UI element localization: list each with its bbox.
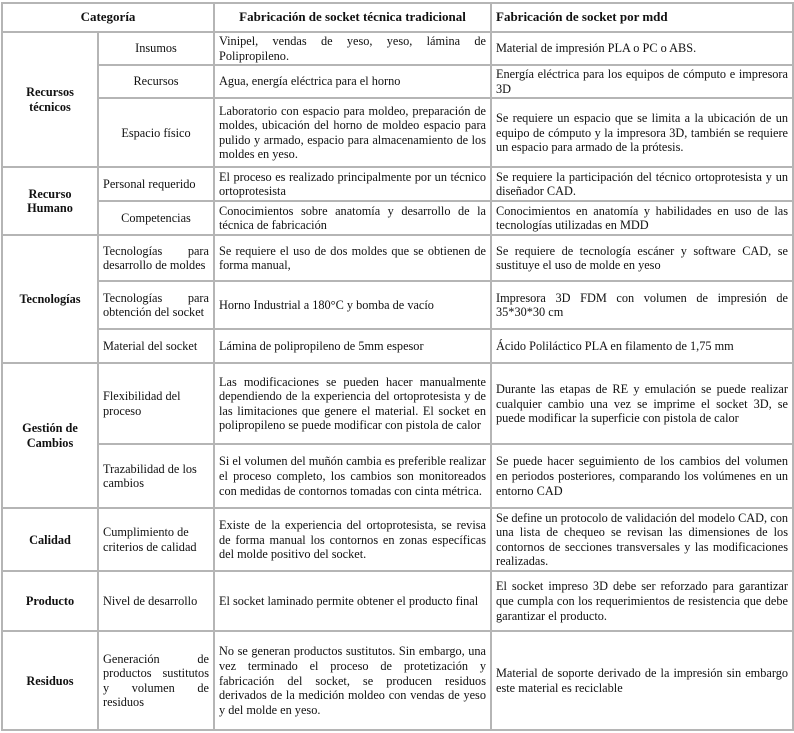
subcategory-cell: Tecnologías para obtención del socket (98, 281, 214, 329)
mdd-cell: Energía eléctrica para los equipos de cómputo e impresora 3D (491, 65, 793, 98)
traditional-cell: Se requiere el uso de dos moldes que se obtienen de forma manual, (214, 235, 491, 281)
subcategory-cell: Espacio físico (98, 98, 214, 167)
subcategory-cell: Insumos (98, 32, 214, 65)
category-group: Recursos técnicos (2, 32, 98, 167)
traditional-cell: Laboratorio con espacio para moldeo, preparación de moldes, ubicación del horno de moldeo espacio para pulido y armado, espacio para almacenamiento de los moldes en yeso. (214, 98, 491, 167)
mdd-cell: Se define un protocolo de validación del modelo CAD, con una lista de chequeo se revisan las dimensiones de los contornos de secciones transversales y las modificaciones realizadas. (491, 508, 793, 571)
header-row (2, 3, 793, 32)
traditional-cell: Las modificaciones se pueden hacer manualmente dependiendo de la experiencia del ortoprotesista y de las limitaciones que genere el material. El socket en polipropileno se puede modificar con pistola de calor (214, 363, 491, 444)
mdd-cell: Material de impresión PLA o PC o ABS. (491, 32, 793, 65)
traditional-cell: El socket laminado permite obtener el producto final (214, 571, 491, 631)
table-row (2, 444, 793, 508)
traditional-cell: El proceso es realizado principalmente por un técnico ortoprotesista (214, 167, 491, 201)
category-group: Producto (2, 571, 98, 631)
traditional-cell: Conocimientos sobre anatomía y desarrollo de la técnica de fabricación (214, 201, 491, 235)
table-row (2, 281, 793, 329)
header-category: Categoría (2, 3, 214, 32)
mdd-cell: Impresora 3D FDM con volumen de impresión de 35*30*30 cm (491, 281, 793, 329)
category-group: Recurso Humano (2, 167, 98, 235)
mdd-cell: Se puede hacer seguimiento de los cambios del volumen en periodos posteriores, comparando los volúmenes en un entorno CAD (491, 444, 793, 508)
subcategory-cell: Trazabilidad de los cambios (98, 444, 214, 508)
mdd-cell: Conocimientos en anatomía y habilidades en uso de las tecnologías utilizadas en MDD (491, 201, 793, 235)
traditional-cell: Si el volumen del muñón cambia es preferible realizar el proceso completo, los cambios son monitoreados con medidas de contornos tomadas con cinta métrica. (214, 444, 491, 508)
subcategory-cell: Nivel de desarrollo (98, 571, 214, 631)
table-row (2, 508, 793, 571)
mdd-cell: Material de soporte derivado de la impresión sin embargo este material es reciclable (491, 631, 793, 730)
mdd-cell: Durante las etapas de RE y emulación se puede realizar cualquier cambio una vez se imprime el socket 3D, se puede modificar la superficie con pistola de calor (491, 363, 793, 444)
table-row (2, 98, 793, 167)
subcategory-cell: Tecnologías para desarrollo de moldes (98, 235, 214, 281)
header-mdd: Fabricación de socket por mdd (491, 3, 793, 32)
subcategory-cell: Flexibilidad del proceso (98, 363, 214, 444)
traditional-cell: No se generan productos sustitutos. Sin embargo, una vez terminado el proceso de protetización y fabricación del socket, se producen residuos derivados de la medición moldeo con vendas de yeso y del molde en yeso. (214, 631, 491, 730)
mdd-cell: Se requiere un espacio que se limita a la ubicación de un equipo de cómputo y la impresora 3D, también se requiere un espacio para armado de la prótesis. (491, 98, 793, 167)
table-row (2, 235, 793, 281)
subcategory-cell: Recursos (98, 65, 214, 98)
mdd-cell: Ácido Poliláctico PLA en filamento de 1,75 mm (491, 329, 793, 363)
table-row (2, 32, 793, 65)
table-row (2, 167, 793, 201)
table-row (2, 65, 793, 98)
traditional-cell: Agua, energía eléctrica para el horno (214, 65, 491, 98)
category-group: Gestión de Cambios (2, 363, 98, 508)
subcategory-cell: Competencias (98, 201, 214, 235)
table-row (2, 363, 793, 444)
subcategory-cell: Personal requerido (98, 167, 214, 201)
comparison-table (1, 2, 794, 731)
traditional-cell: Horno Industrial a 180°C y bomba de vacío (214, 281, 491, 329)
subcategory-cell: Material del socket (98, 329, 214, 363)
mdd-cell: El socket impreso 3D debe ser reforzado para garantizar que cumpla con los requerimientos de resistencia que debe garantizar el producto. (491, 571, 793, 631)
table-row (2, 329, 793, 363)
subcategory-cell: Generación de productos sustitutos y volumen de residuos (98, 631, 214, 730)
mdd-cell: Se requiere la participación del técnico ortoprotesista y un diseñador CAD. (491, 167, 793, 201)
table-row (2, 201, 793, 235)
category-group: Calidad (2, 508, 98, 571)
traditional-cell: Existe de la experiencia del ortoprotesista, se revisa de forma manual los contornos en zonas específicas del molde positivo del socket. (214, 508, 491, 571)
mdd-cell: Se requiere de tecnología escáner y software CAD, se sustituye el uso de molde en yeso (491, 235, 793, 281)
table-row (2, 571, 793, 631)
subcategory-cell: Cumplimiento de criterios de calidad (98, 508, 214, 571)
table-row (2, 631, 793, 730)
category-group: Residuos (2, 631, 98, 730)
traditional-cell: Vinipel, vendas de yeso, yeso, lámina de Polipropileno. (214, 32, 491, 65)
traditional-cell: Lámina de polipropileno de 5mm espesor (214, 329, 491, 363)
header-traditional: Fabricación de socket técnica tradicional (214, 3, 491, 32)
category-group: Tecnologías (2, 235, 98, 363)
